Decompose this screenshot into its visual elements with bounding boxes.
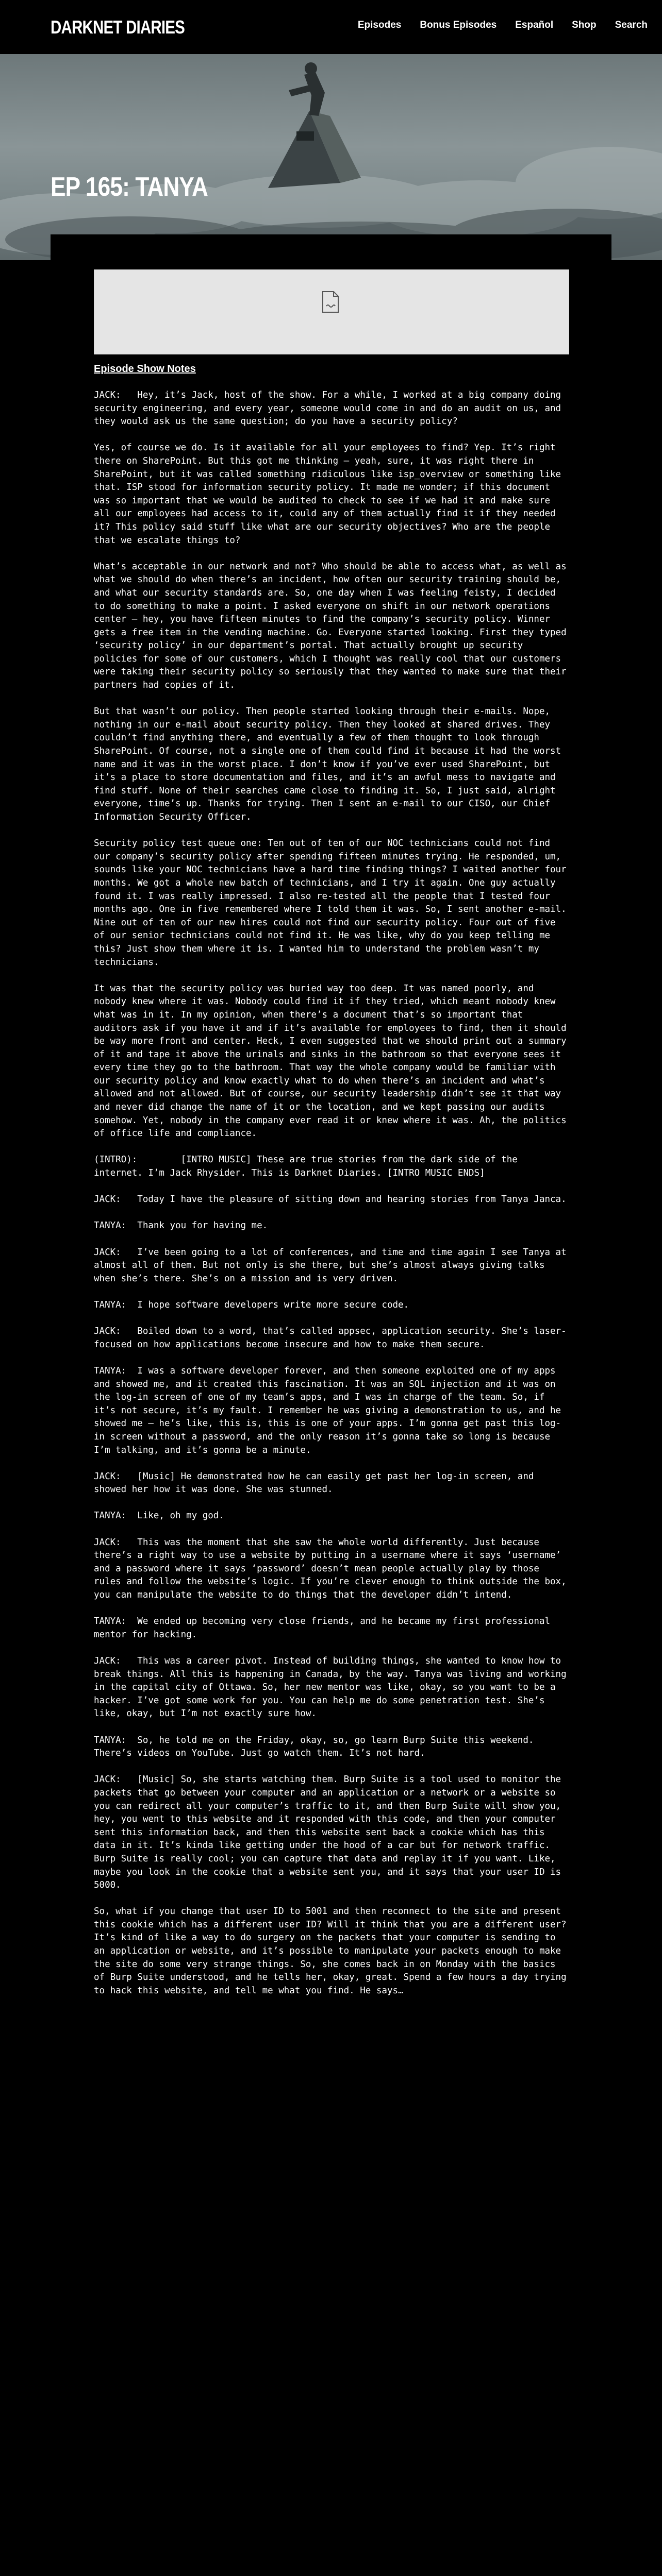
transcript-paragraph: TANYA: We ended up becoming very close friends, and he became my first professional mentor for hacking. — [94, 1616, 556, 1640]
audio-player[interactable] — [94, 269, 569, 354]
transcript-paragraph: JACK: This was a career pivot. Instead of building things, she wanted to know how to break things. All this is happening in Canada, by the way. Tanya was living and working in the capital city of Ottawa. So, her new mentor was like, okay, so you want to be a hacker. I’ve got some work for you. You can help me do some penetration test. She’s like, okay, but I’m not exactly sure how. — [94, 1656, 572, 1719]
show-notes-heading[interactable]: Episode Show Notes — [94, 363, 196, 375]
transcript-paragraph: So, what if you change that user ID to 5001 and then reconnect to the site and present this cookie which has a different user ID? Will it think that you are a different user? It’s kind of like a way to do surgery on the packets that your computer is sending to an application or website, and it’s possible to manipulate your packets enough to make the site do some very strange things. So, she comes back in on Monday with the basics of Burp Suite understood, and he tells her, okay, great. Spend a few hours a day trying to hack this website, and tell me what you find. He says… — [94, 1906, 572, 1996]
episode-transcript — [94, 389, 572, 2011]
transcript-paragraph: TANYA: I was a software developer forever, and then someone exploited one of my apps and showed me, and it created this fascination. It was an SQL injection and it was on the log-in screen of one of my team’s apps, and I was in charge of the team. So, if it’s not secure, it’s my fault. I remember he was giving a demonstration to us, and he showed me – he’s like, this is, this is one of your apps. I’m gonna get past this log-in screen without a password, and the only reason it’s gonna take so long is because I’m talking, and it’s gonna be a minute. — [94, 1365, 567, 1455]
transcript-paragraph: What’s acceptable in our network and not? Who should be able to access what, as well as what we should do when there’s an incident, how often our security training should be, and what our security standards are. So, one day when I was feeling feisty, I decided to do something to make a point. I asked everyone on shift in our network operations center – hey, you have fifteen minutes to find the company’s security policy. Winner gets a free item in the vending machine. Go. Everyone started looking. First they typed ‘security policy’ in our department’s portal. That actually brought up security policies for some of our customers, which I thought was really cool that our customers were taking their security policy so seriously that they wanted to make sure that their partners had copies of it. — [94, 561, 572, 691]
transcript-paragraph: JACK: Hey, it’s Jack, host of the show. For a while, I worked at a big company doing security engineering, and every year, someone would come in and do an audit on us, and they would ask us the same question; do you have a security policy? — [94, 390, 567, 427]
transcript-paragraph: TANYA: Like, oh my god. — [94, 1511, 224, 1521]
transcript-paragraph: TANYA: I hope software developers write more secure code. — [94, 1299, 409, 1310]
broken-file-icon — [321, 291, 340, 316]
transcript-paragraph: JACK: Boiled down to a word, that’s called appsec, application security. She’s laser-focused on how applications become insecure and how to make them secure. — [94, 1326, 567, 1350]
nav-search[interactable]: Search — [615, 20, 648, 30]
transcript-paragraph: It was that the security policy was buried way too deep. It was named poorly, and nobody knew where it was. Nobody could find it if they tried, which meant nobody knew what was in it. In my opinion, when there’s a document that’s so important that auditors ask if you have it and if it’s available for employees to find, then it should be way more front and center. Heck, I even suggested that we should print out a summary of it and tape it above the urinals and sinks in the bathroom so that everyone sees it every time they go to the bathroom. That way the whole company would be familiar with our security policy and know exactly what to do when there’s an incident and what’s allowed and not allowed. But of course, our security leadership didn’t see it that way and never did change the name of it or the location, and we kept passing our audits somehow. Yet, nobody in the company ever read it or knew where it was. Ah, the politics of office life and compliance. — [94, 983, 572, 1139]
nav-espanol[interactable]: Español — [515, 20, 554, 30]
main-nav — [339, 20, 648, 31]
transcript-paragraph: JACK: Today I have the pleasure of sitting down and hearing stories from Tanya Janca. — [94, 1194, 567, 1205]
nav-bonus-episodes[interactable]: Bonus Episodes — [420, 20, 497, 30]
site-logo[interactable]: DARKNET DIARIES — [51, 16, 185, 38]
transcript-paragraph: JACK: This was the moment that she saw the whole world differently. Just because there’s a right way to use a website by putting in a username where it says ‘username’ and a password where it says ‘password’ doesn’t mean people actually play by those rules and follow the website’s logic. If you’re clever enough to think outside the box, you can manipulate the website to do things that the developer didn’t intend. — [94, 1537, 572, 1601]
episode-hero — [0, 54, 662, 260]
transcript-paragraph: JACK: I’ve been going to a lot of conferences, and time and time again I see Tanya at almost all of them. But not only is she there, but she’s almost always giving talks when she’s there. She’s on a mission and is very driven. — [94, 1247, 572, 1284]
transcript-paragraph: Yes, of course we do. Is it available for all your employees to find? Yep. It’s right there on SharePoint. But this got me thinking – yeah, sure, it was right there in SharePoint, but it was called something ridiculous like isp_overview or something like that. ISP stood for information security policy. It made me wonder; if this document was so important that we would be audited to check to see if we had it and make sure all our employees had access to it, could any of them actually find it if they needed it? This policy said stuff like what are our security objectives? Who are the people that we escalate things to? — [94, 443, 567, 546]
transcript-paragraph: JACK: [Music] He demonstrated how he can easily get past her log-in screen, and showed her how it was done. She was stunned. — [94, 1471, 539, 1495]
transcript-paragraph: Security policy test queue one: Ten out of ten of our NOC technicians could not find our company’s security policy after spending fifteen minutes trying. He responded, um, sounds like your NOC technicians have a hard time finding things? I waited another four months. We got a whole new batch of technicians, and I try it again. One guy actually found it. I was really impressed. I also re-tested all the people that I tested four months ago. One in five remembered where I told them it was. So, I sent another e-mail. Nine out of ten of our new hires could not find our security policy. Four out of five of our senior technicians could not find it. He was like, why do you keep telling me this? Just show them where it is. I wanted him to understand the problem wasn’t my technicians. — [94, 838, 572, 968]
episode-title: EP 165: TANYA — [51, 172, 208, 202]
episode-content — [51, 234, 611, 2576]
transcript-paragraph: JACK: [Music] So, she starts watching them. Burp Suite is a tool used to monitor the packets that go between your computer and an application or a network or a website so you can redirect all your computer’s traffic to it, and then Burp Suite will show you, hey, you went to this website and it responded with this code, and then your computer sent this information back, and then this website sent back a cookie which has this data in it. It’s kinda like getting under the hood of a car but for network traffic. Burp Suite is really cool; you can capture that data and replay it if you want. Like, maybe you look in the cookie that a website sent you, and it says that your user ID is 5000. — [94, 1774, 567, 1891]
nav-shop[interactable]: Shop — [572, 20, 597, 30]
transcript-paragraph: (INTRO): [INTRO MUSIC] These are true stories from the dark side of the internet. I’m Jack Rhysider. This is Darknet Diaries. [INTRO MUSIC ENDS] — [94, 1155, 523, 1179]
transcript-paragraph: TANYA: So, he told me on the Friday, okay, so, go learn Burp Suite this weekend. There’s videos on YouTube. Just go watch them. It’s not hard. — [94, 1735, 539, 1759]
transcript-paragraph: TANYA: Thank you for having me. — [94, 1221, 268, 1231]
site-header — [0, 0, 662, 54]
hero-artwork — [0, 54, 662, 260]
nav-episodes[interactable]: Episodes — [357, 20, 402, 30]
transcript-paragraph: But that wasn’t our policy. Then people started looking through their e-mails. Nope, nothing in our e-mail about security policy. Then they looked at shared drives. They couldn’t find anything there, and eventually a few of them thought to look through SharePoint. Of course, not a single one of them could find it because it had the worst name and it was in the worst place. I don’t know if you’ve ever used SharePoint, but it’s a place to store documentation and files, and it’s an awful mess to navigate and find stuff. None of their searches came close to finding it. So, I just said, alright everyone, time’s up. Thanks for trying. Then I sent an e-mail to our CISO, our Chief Information Security Officer. — [94, 706, 567, 822]
